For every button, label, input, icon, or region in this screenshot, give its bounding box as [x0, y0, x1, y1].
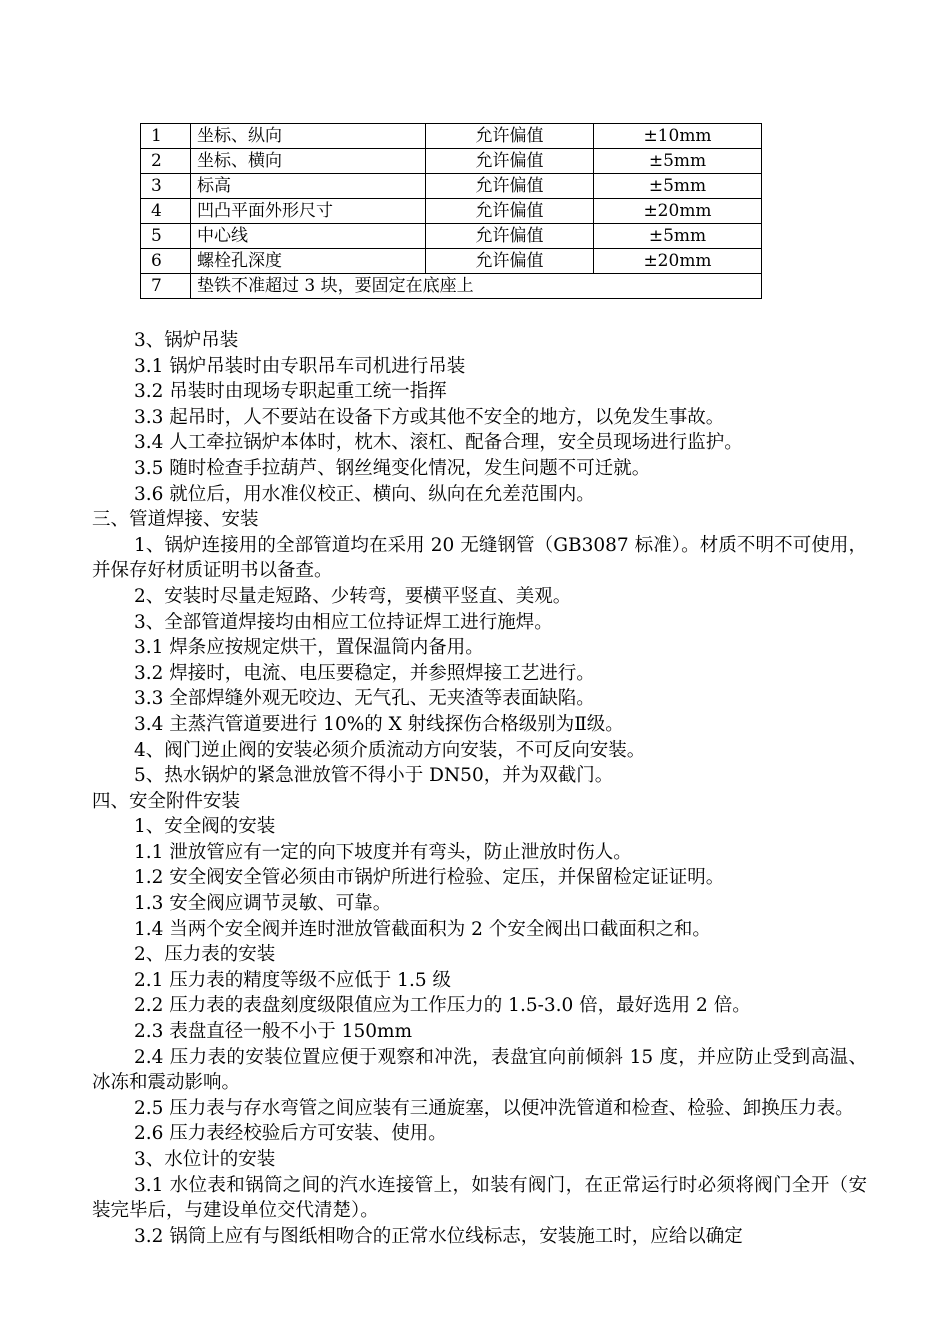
document-body	[92, 328, 867, 1249]
paragraph: 2.4 压力表的安装位置应便于观察和冲洗，表盘宜向前倾斜 15 度，并应防止受到高温、冰冻和震动影响。	[92, 1046, 867, 1094]
row-item: 坐标、横向	[191, 149, 426, 174]
paragraph: 2.6 压力表经校验后方可安装、使用。	[134, 1123, 447, 1145]
table-row	[141, 199, 762, 224]
paragraph: 3.1 水位表和锅筒之间的汽水连接管上，如装有阀门，在正常运行时必须将阀门全开（安装完毕后，与建设单位交代清楚）。	[92, 1174, 867, 1222]
paragraph: 1.1 泄放管应有一定的向下坡度并有弯头，防止泄放时伤人。	[134, 841, 632, 863]
paragraph: 3.2 锅筒上应有与图纸相吻合的正常水位线标志，安装施工时，应给以确定	[134, 1225, 743, 1247]
row-number: 6	[141, 249, 191, 274]
paragraph: 1.4 当两个安全阀并连时泄放管截面积为 2 个安全阀出口截面积之和。	[134, 918, 711, 940]
paragraph: 2、安装时尽量走短路、少转弯，要横平竖直、美观。	[134, 585, 572, 607]
paragraph: 5、热水锅炉的紧急泄放管不得小于 DN50，并为双截门。	[134, 765, 614, 787]
row-type: 允许偏值	[426, 174, 594, 199]
table-row	[141, 124, 762, 149]
table-row	[141, 249, 762, 274]
paragraph: 3.3 全部焊缝外观无咬边、无气孔、无夹渣等表面缺陷。	[134, 688, 595, 710]
row-item: 坐标、纵向	[191, 124, 426, 149]
row-value: ±5mm	[594, 149, 762, 174]
paragraph: 3.4 人工牵拉锅炉本体时，枕木、滚杠、配备合理，安全员现场进行监护。	[134, 432, 743, 454]
paragraph: 2.1 压力表的精度等级不应低于 1.5 级	[134, 969, 451, 991]
row-item: 凹凸平面外形尺寸	[191, 199, 426, 224]
paragraph: 3.3 起吊时，人不要站在设备下方或其他不安全的地方，以免发生事故。	[134, 406, 725, 428]
paragraph: 4、阀门逆止阀的安装必须介质流动方向安装，不可反向安装。	[134, 739, 646, 761]
paragraph: 3.6 就位后，用水准仪校正、横向、纵向在允差范围内。	[134, 483, 595, 505]
row-type: 允许偏值	[426, 249, 594, 274]
table-row	[141, 274, 762, 299]
row-item: 标高	[191, 174, 426, 199]
row-item: 螺栓孔深度	[191, 249, 426, 274]
row-value: ±20mm	[594, 199, 762, 224]
paragraph: 3.1 焊条应按规定烘干，置保温筒内备用。	[134, 637, 484, 659]
tolerance-table-body	[141, 124, 762, 299]
row-number: 5	[141, 224, 191, 249]
tolerance-table	[140, 123, 762, 299]
paragraph: 3.5 随时检查手拉葫芦、钢丝绳变化情况，发生问题不可迁就。	[134, 457, 651, 479]
row-number: 4	[141, 199, 191, 224]
row-type: 允许偏值	[426, 224, 594, 249]
row-item: 中心线	[191, 224, 426, 249]
paragraph: 1、锅炉连接用的全部管道均在采用 20 无缝钢管（GB3087 标准）。材质不明不可使用，并保存好材质证明书以备查。	[92, 534, 867, 582]
paragraph: 2、压力表的安装	[134, 944, 276, 966]
row-number: 2	[141, 149, 191, 174]
row-value: ±10mm	[594, 124, 762, 149]
row-value: ±20mm	[594, 249, 762, 274]
table-row	[141, 224, 762, 249]
row-type: 允许偏值	[426, 149, 594, 174]
paragraph: 3.2 焊接时，电流、电压要稳定，并参照焊接工艺进行。	[134, 662, 595, 684]
row-value: ±5mm	[594, 174, 762, 199]
paragraph: 3、锅炉吊装	[134, 330, 239, 351]
table-row	[141, 149, 762, 174]
paragraph: 2.2 压力表的表盘刻度级限值应为工作压力的 1.5-3.0 倍，最好选用 2 倍。	[134, 995, 751, 1017]
row-number: 3	[141, 174, 191, 199]
paragraph: 2.3 表盘直径一般不小于 150mm	[134, 1021, 413, 1043]
paragraph: 3.2 吊装时由现场专职起重工统一指挥	[134, 381, 447, 403]
row-number: 7	[141, 274, 191, 299]
paragraph: 1、安全阀的安装	[134, 816, 276, 838]
row-note: 垫铁不准超过 3 块，要固定在底座上	[191, 274, 762, 299]
row-value: ±5mm	[594, 224, 762, 249]
paragraph: 3.1 锅炉吊装时由专职吊车司机进行吊装	[134, 355, 466, 377]
paragraph: 3、全部管道焊接均由相应工位持证焊工进行施焊。	[134, 611, 553, 633]
row-type: 允许偏值	[426, 199, 594, 224]
paragraph: 1.2 安全阀安全管必须由市锅炉所进行检验、定压，并保留检定证证明。	[134, 867, 725, 889]
section-heading: 三、管道焊接、安装	[92, 509, 259, 531]
paragraph: 2.5 压力表与存水弯管之间应装有三通旋塞，以便冲洗管道和检查、检验、卸换压力表。	[134, 1097, 854, 1119]
paragraph: 1.3 安全阀应调节灵敏、可靠。	[134, 893, 392, 915]
row-type: 允许偏值	[426, 124, 594, 149]
row-number: 1	[141, 124, 191, 149]
section-heading: 四、安全附件安装	[92, 790, 241, 812]
paragraph: 3、水位计的安装	[134, 1149, 276, 1170]
paragraph: 3.4 主蒸汽管道要进行 10%的 X 射线探伤合格级别为Ⅱ级。	[134, 713, 624, 735]
table-row	[141, 174, 762, 199]
